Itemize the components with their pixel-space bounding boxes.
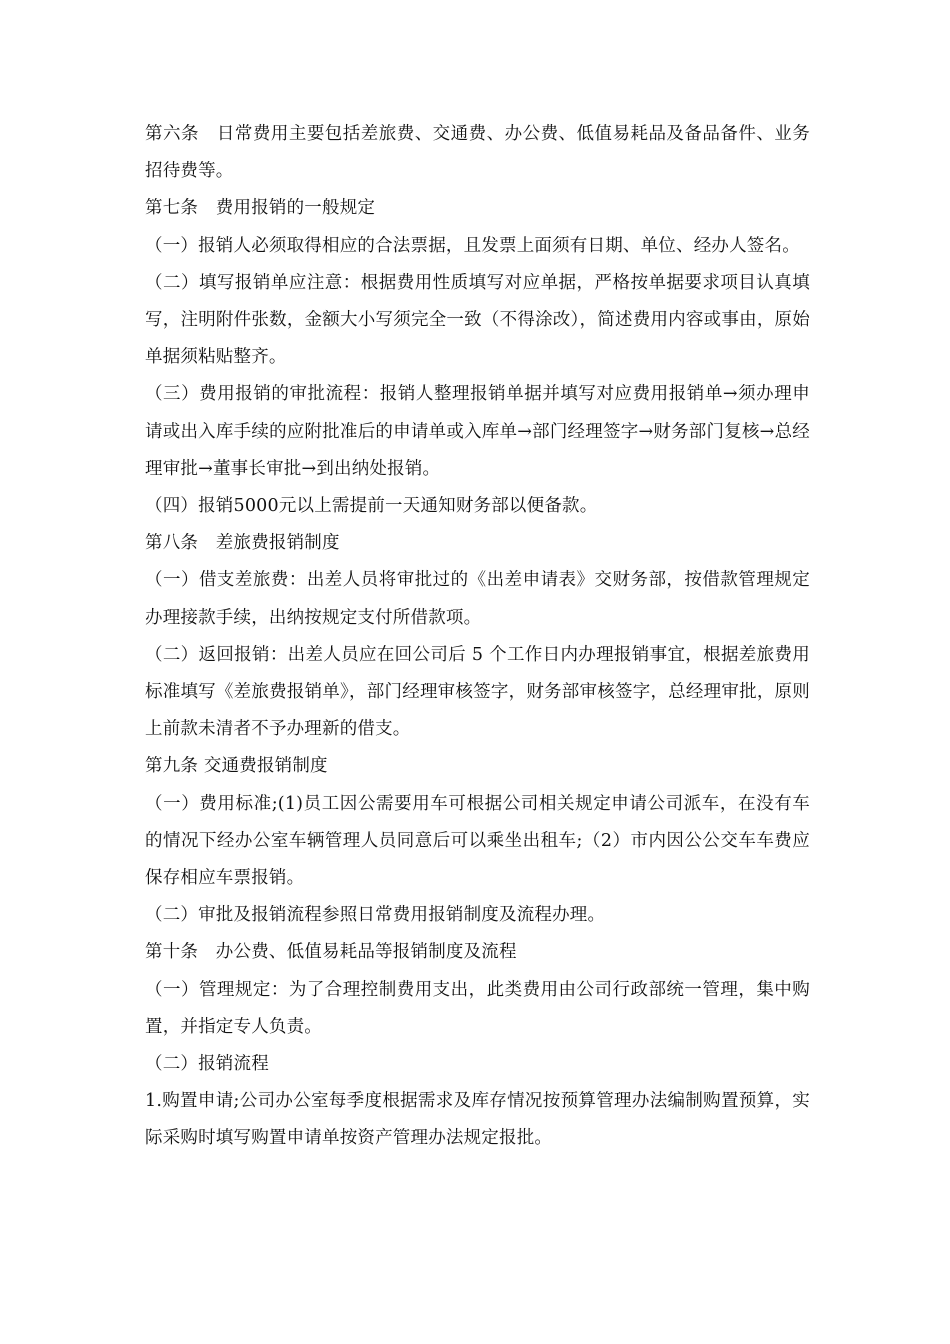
article-8-heading: 第八条 差旅费报销制度 [145,533,340,554]
article-7-item-2: （二）填写报销单应注意：根据费用性质填写对应单据，严格按单据要求项目认真填写，注明附件张数，金额大小写须完全一致（不得涂改），简述费用内容或事由，原始单据须粘贴整齐。 [145,272,810,368]
article-9-item-2: （二）审批及报销流程参照日常费用报销制度及流程办理。 [145,905,606,926]
article-8-item-1: （一）借支差旅费：出差人员将审批过的《出差申请表》交财务部，按借款管理规定办理接款手续，出纳按规定支付所借款项。 [145,570,810,628]
article-7-heading: 第七条 费用报销的一般规定 [145,198,376,219]
article-7-item-1: （一）报销人必须取得相应的合法票据，且发票上面须有日期、单位、经办人签名。 [145,235,800,256]
article-10-step-1: 1.购置申请;公司办公室每季度根据需求及库存情况按预算管理办法编制购置预算，实际采购时填写购置申请单按资产管理办法规定报批。 [145,1091,810,1149]
article-10-item-1: （一）管理规定：为了合理控制费用支出，此类费用由公司行政部统一管理，集中购置，并指定专人负责。 [145,979,810,1037]
article-7-item-3: （三）费用报销的审批流程：报销人整理报销单据并填写对应费用报销单→须办理申请或出入库手续的应附批准后的申请单或入库单→部门经理签字→财务部门复核→总经理审批→董事长审批→到出纳处报销。 [145,384,810,479]
article-6: 第六条 日常费用主要包括差旅费、交通费、办公费、低值易耗品及备品备件、业务招待费等。 [145,124,810,182]
article-10-item-2: （二）报销流程 [145,1054,269,1075]
article-8-item-2: （二）返回报销：出差人员应在回公司后 5 个工作日内办理报销事宜，根据差旅费用标准填写《差旅费报销单》，部门经理审核签字，财务部审核签字，总经理审批，原则上前款未清者不予办理新的借支。 [145,644,810,740]
article-9-heading: 第九条 交通费报销制度 [145,756,328,777]
article-7-item-4: （四）报销5000元以上需提前一天通知财务部以便备款。 [145,496,598,517]
article-10-heading: 第十条 办公费、低值易耗品等报销制度及流程 [145,942,517,963]
document-page [145,116,810,1158]
article-9-item-1: （一）费用标准;(1)员工因公需要用车可根据公司相关规定申请公司派车，在没有车的情况下经办公室车辆管理人员同意后可以乘坐出租车;（2）市内因公公交车车费应保存相应车票报销。 [145,793,810,889]
